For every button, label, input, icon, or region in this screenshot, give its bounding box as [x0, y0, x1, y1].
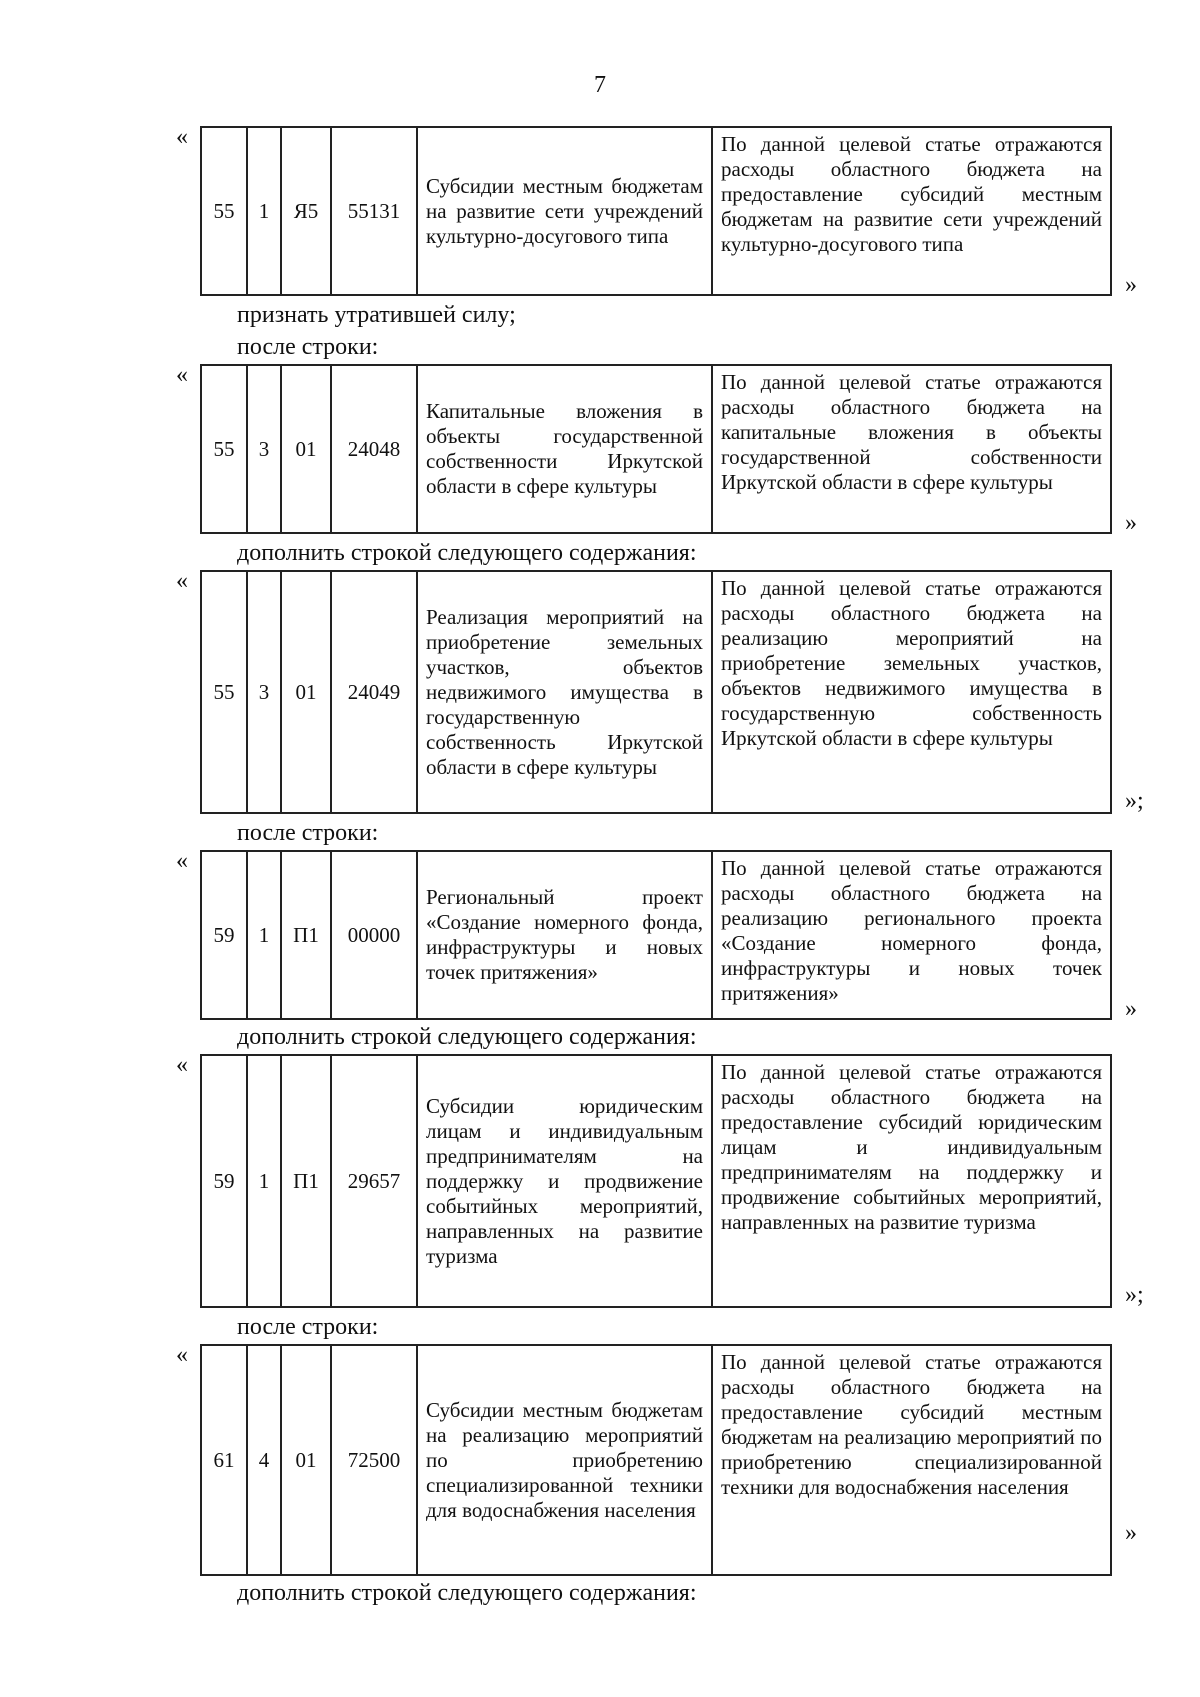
page-number: 7	[594, 72, 606, 98]
code-program: 61	[201, 1345, 247, 1575]
code-event: Я5	[281, 127, 331, 295]
table-row	[201, 127, 1111, 295]
closing-quote: »	[1125, 510, 1137, 536]
code-subprogram: 1	[247, 127, 281, 295]
opening-quote: «	[176, 124, 188, 150]
opening-quote: «	[176, 1342, 188, 1368]
code-program: 55	[201, 127, 247, 295]
instruction-text: после строки:	[237, 820, 379, 846]
code-direction: 24049	[331, 571, 417, 813]
opening-quote: «	[176, 1052, 188, 1078]
code-event: П1	[281, 851, 331, 1019]
instruction-text: дополнить строкой следующего содержания:	[237, 1024, 697, 1050]
table-row	[201, 1055, 1111, 1307]
table-row	[201, 851, 1111, 1019]
closing-quote: »;	[1125, 1282, 1144, 1308]
instruction-text: признать утратившей силу;	[237, 302, 516, 328]
code-subprogram: 3	[247, 571, 281, 813]
budget-row-table	[200, 570, 1112, 814]
opening-quote: «	[176, 568, 188, 594]
article-description: По данной целевой статье отражаются расходы областного бюджета на капитальные вложения в объекты государственной собственности Иркутской области в сфере культуры	[712, 365, 1111, 533]
code-direction: 00000	[331, 851, 417, 1019]
instruction-text: дополнить строкой следующего содержания:	[237, 1580, 697, 1606]
instruction-text: после строки:	[237, 1314, 379, 1340]
code-subprogram: 3	[247, 365, 281, 533]
article-name: Субсидии местным бюджетам на реализацию мероприятий по приобретению специализированной техники для водоснабжения населения	[417, 1345, 712, 1575]
article-name: Реализация мероприятий на приобретение земельных участков, объектов недвижимого имущества в государственную собственность Иркутской области в сфере культуры	[417, 571, 712, 813]
code-direction: 24048	[331, 365, 417, 533]
code-event: 01	[281, 365, 331, 533]
code-program: 55	[201, 571, 247, 813]
budget-row-table	[200, 850, 1112, 1020]
code-program: 59	[201, 1055, 247, 1307]
budget-row-table	[200, 364, 1112, 534]
code-event: 01	[281, 571, 331, 813]
article-name: Капитальные вложения в объекты государственной собственности Иркутской области в сфере культуры	[417, 365, 712, 533]
article-description: По данной целевой статье отражаются расходы областного бюджета на предоставление субсидий местным бюджетам на развитие сети учреждений культурно-досугового типа	[712, 127, 1111, 295]
article-name: Региональный проект «Создание номерного фонда, инфраструктуры и новых точек притяжения»	[417, 851, 712, 1019]
closing-quote: »	[1125, 1520, 1137, 1546]
article-description: По данной целевой статье отражаются расходы областного бюджета на реализацию регионального проекта «Создание номерного фонда, инфраструктуры и новых точек притяжения»	[712, 851, 1111, 1019]
article-name: Субсидии юридическим лицам и индивидуальным предпринимателям на поддержку и продвижение событийных мероприятий, направленных на развитие туризма	[417, 1055, 712, 1307]
instruction-text: дополнить строкой следующего содержания:	[237, 540, 697, 566]
code-program: 55	[201, 365, 247, 533]
opening-quote: «	[176, 362, 188, 388]
article-description: По данной целевой статье отражаются расходы областного бюджета на предоставление субсидий местным бюджетам на реализацию мероприятий по приобретению специализированной техники для водоснабжения населения	[712, 1345, 1111, 1575]
code-direction: 55131	[331, 127, 417, 295]
opening-quote: «	[176, 848, 188, 874]
code-subprogram: 4	[247, 1345, 281, 1575]
code-subprogram: 1	[247, 851, 281, 1019]
code-direction: 29657	[331, 1055, 417, 1307]
code-event: П1	[281, 1055, 331, 1307]
article-name: Субсидии местным бюджетам на развитие сети учреждений культурно-досугового типа	[417, 127, 712, 295]
table-row	[201, 571, 1111, 813]
table-row	[201, 1345, 1111, 1575]
table-row	[201, 365, 1111, 533]
article-description: По данной целевой статье отражаются расходы областного бюджета на реализацию мероприятий на приобретение земельных участков, объектов недвижимого имущества в государственную собственность Иркутской области в сфере культуры	[712, 571, 1111, 813]
budget-row-table	[200, 1344, 1112, 1576]
instruction-text: после строки:	[237, 334, 379, 360]
budget-row-table	[200, 1054, 1112, 1308]
closing-quote: »	[1125, 272, 1137, 298]
code-program: 59	[201, 851, 247, 1019]
closing-quote: »	[1125, 996, 1137, 1022]
code-direction: 72500	[331, 1345, 417, 1575]
closing-quote: »;	[1125, 788, 1144, 814]
code-subprogram: 1	[247, 1055, 281, 1307]
code-event: 01	[281, 1345, 331, 1575]
article-description: По данной целевой статье отражаются расходы областного бюджета на предоставление субсидий юридическим лицам и индивидуальным предпринимателям на поддержку и продвижение событийных мероприятий, направленных на развитие туризма	[712, 1055, 1111, 1307]
budget-row-table	[200, 126, 1112, 296]
